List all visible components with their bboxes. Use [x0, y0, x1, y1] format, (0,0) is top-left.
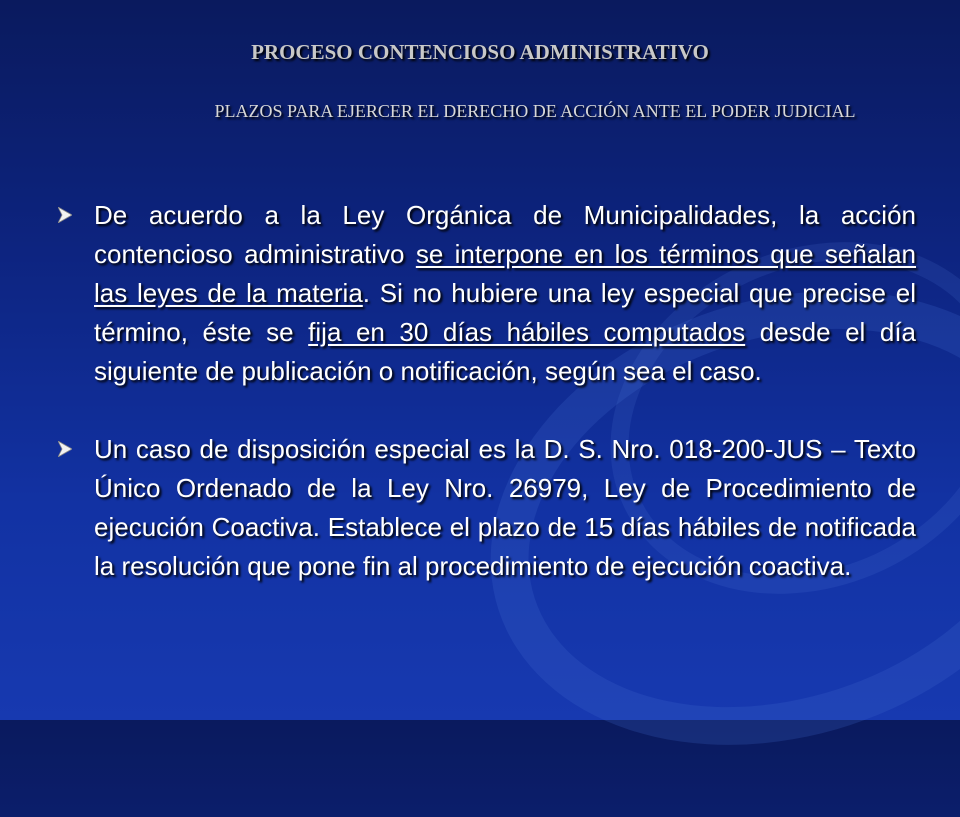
bullet-item	[58, 430, 916, 586]
arrowhead-bullet-icon	[58, 441, 72, 457]
bullet-item	[58, 196, 916, 391]
bullet-text-underlined: fija en 30 días hábiles computados	[308, 317, 746, 347]
slide-title: PROCESO CONTENCIOSO ADMINISTRATIVO	[251, 40, 709, 64]
slide-subtitle: PLAZOS PARA EJERCER EL DERECHO DE ACCIÓN ANTE EL PODER JUDICIAL	[214, 101, 856, 121]
bullet-text-part: desde el día siguiente de publicación o notificación, según sea el caso.	[94, 317, 917, 386]
bullet-text-underlined: se interpone en los términos que señalan las leyes de la materia	[94, 239, 917, 308]
bullet-text-part: De acuerdo a la Ley Orgánica de Municipalidades, la acción contencioso administrativo	[94, 200, 916, 269]
arrowhead-bullet-icon	[58, 207, 72, 223]
bullet-list	[58, 196, 916, 586]
bullet-text-part: Un caso de disposición especial es la D. S. Nro. 018-200-JUS – Texto Único Ordenado de la Ley Nro. 26979, Ley de Procedimiento de ejecución Coactiva. Establece el plazo de 15 días hábiles de notificada la resolución que pone fin al procedimiento de ejecución coactiva.	[94, 434, 916, 581]
bullet-text-part: . Si no hubiere una ley especial que precise el término, éste se	[94, 278, 916, 347]
